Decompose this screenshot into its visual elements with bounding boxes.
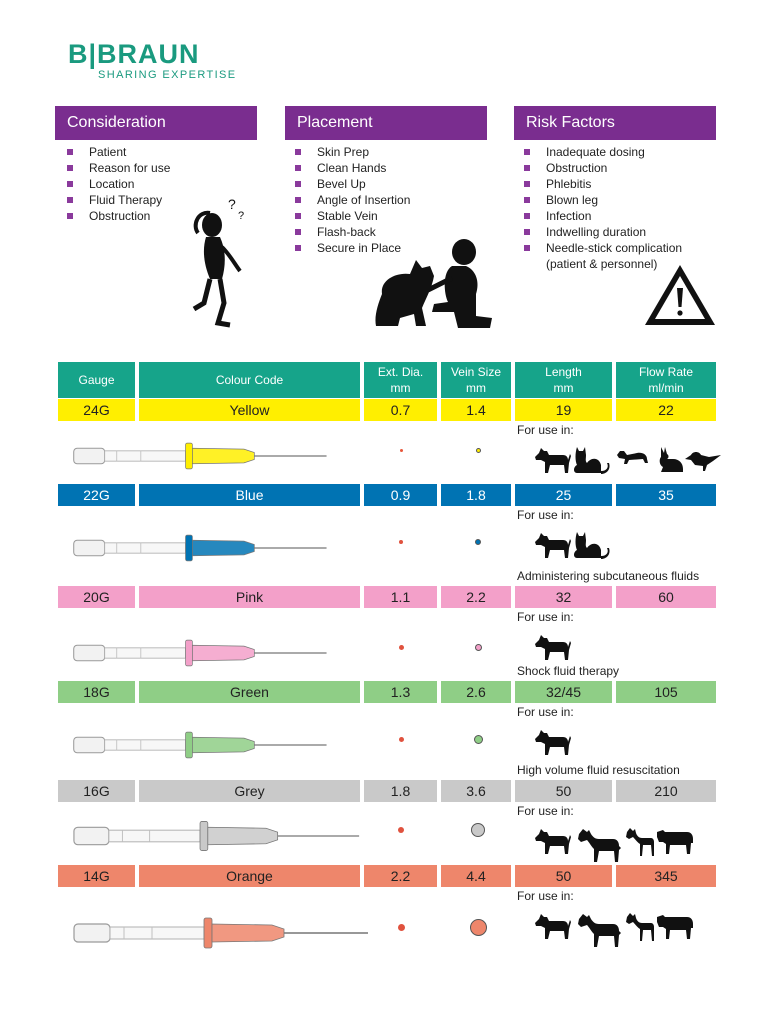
catheter-hub <box>212 924 284 942</box>
catheter-icon <box>72 530 330 566</box>
dog-icon <box>535 829 571 854</box>
list-item: Angle of Insertion <box>295 192 410 208</box>
list-item: Blown leg <box>524 192 682 208</box>
cat-icon <box>574 447 610 474</box>
header-ext-dia-line2: mm <box>390 381 411 395</box>
flow-rate-cell: 22 <box>616 399 716 421</box>
section-header-placement: Placement <box>285 106 487 140</box>
header-flow-rate <box>616 362 716 398</box>
gauge-cell: 16G <box>58 780 135 802</box>
header-vein-size <box>441 362 511 398</box>
catheter-image <box>72 727 330 768</box>
ext-dia-cell: 1.8 <box>364 780 437 802</box>
usage-note: High volume fluid resuscitation <box>517 763 680 777</box>
gauge-cell: 18G <box>58 681 135 703</box>
header-ext-dia-line1: Ext. Dia. <box>377 365 424 379</box>
ext-dia-marker <box>399 540 403 544</box>
list-item: Stable Vein <box>295 208 410 224</box>
vein-size-marker <box>470 919 487 936</box>
for-use-label: For use in: <box>517 804 574 818</box>
catheter-wing <box>186 640 193 666</box>
header-flow-rate-line1: Flow Rate <box>638 365 694 379</box>
header-colour-code: Colour Code <box>139 362 360 398</box>
vein-size-cell: 4.4 <box>441 865 511 887</box>
flow-rate-cell: 35 <box>616 484 716 506</box>
ext-dia-marker <box>399 645 404 650</box>
animal-icons <box>533 443 723 488</box>
ext-dia-cell: 1.3 <box>364 681 437 703</box>
list-item: Obstruction <box>524 160 682 176</box>
list-item: Obstruction <box>67 208 170 224</box>
colour-code-cell: Blue <box>139 484 360 506</box>
catheter-wing <box>200 821 208 850</box>
length-cell: 19 <box>515 399 612 421</box>
vein-size-cell: 2.2 <box>441 586 511 608</box>
catheter-wing <box>186 535 193 561</box>
foal-icon <box>626 913 654 941</box>
catheter-icon <box>72 438 330 474</box>
catheter-wing <box>186 732 193 758</box>
table-row <box>0 484 768 506</box>
ext-dia-cell: 2.2 <box>364 865 437 887</box>
catheter-image <box>72 635 330 676</box>
horse-icon <box>578 914 621 947</box>
list-item: Phlebitis <box>524 176 682 192</box>
flow-rate-cell: 345 <box>616 865 716 887</box>
length-cell: 50 <box>515 865 612 887</box>
catheter-icon <box>72 818 363 854</box>
list-item: Clean Hands <box>295 160 410 176</box>
length-cell: 32/45 <box>515 681 612 703</box>
catheter-cap <box>74 827 109 844</box>
vein-size-cell: 2.6 <box>441 681 511 703</box>
foal-icon <box>626 828 654 856</box>
catheter-hub <box>208 827 278 844</box>
rabbit-icon <box>660 447 683 472</box>
ext-dia-marker <box>398 827 404 833</box>
thinking-figure-icon <box>188 195 250 330</box>
brand-logo <box>68 40 237 81</box>
vein-size-cell: 1.4 <box>441 399 511 421</box>
vein-size-marker <box>476 448 481 453</box>
catheter-icon <box>72 915 372 951</box>
list-item: Skin Prep <box>295 144 410 160</box>
gauge-cell: 20G <box>58 586 135 608</box>
consideration-list <box>67 144 170 224</box>
brand-name: B|BRAUN <box>68 39 200 69</box>
catheter-icon <box>72 635 330 671</box>
gauge-cell: 14G <box>58 865 135 887</box>
catheter-cap <box>74 645 105 660</box>
list-item: Patient <box>67 144 170 160</box>
ext-dia-cell: 0.9 <box>364 484 437 506</box>
cow-icon <box>657 915 693 939</box>
for-use-label: For use in: <box>517 610 574 624</box>
catheter-cap <box>74 540 105 555</box>
header-length-line1: Length <box>545 365 582 379</box>
warning-triangle-icon <box>642 262 718 328</box>
colour-code-cell: Yellow <box>139 399 360 421</box>
header-vein-size-line2: mm <box>466 381 486 395</box>
animal-icons <box>533 725 723 770</box>
list-item: Secure in Place <box>295 240 410 256</box>
list-item: Needle-stick complication <box>524 240 682 256</box>
catheter-wing <box>186 443 193 469</box>
flow-rate-cell: 210 <box>616 780 716 802</box>
child-with-dog-icon <box>372 238 498 330</box>
for-use-label: For use in: <box>517 889 574 903</box>
catheter-wing <box>204 918 212 948</box>
ext-dia-cell: 1.1 <box>364 586 437 608</box>
dog-icon <box>535 533 571 558</box>
catheter-hub <box>192 540 254 555</box>
table-row <box>0 780 768 802</box>
brand-tagline: SHARING EXPERTISE <box>98 69 237 81</box>
vein-size-marker <box>475 644 482 651</box>
risk-factors-list <box>524 144 682 272</box>
cat-icon <box>574 532 610 559</box>
horse-icon <box>578 829 621 862</box>
bird-icon <box>685 452 721 471</box>
flow-rate-cell: 105 <box>616 681 716 703</box>
header-flow-rate-line2: ml/min <box>648 381 684 395</box>
catheter-image <box>72 438 330 479</box>
header-ext-dia <box>364 362 437 398</box>
list-item: Fluid Therapy <box>67 192 170 208</box>
cow-icon <box>657 830 693 854</box>
animal-icons <box>533 909 723 954</box>
vein-size-marker <box>474 735 483 744</box>
catheter-image <box>72 915 372 956</box>
catheter-cap <box>74 737 105 752</box>
vein-size-marker <box>471 823 485 837</box>
header-length <box>515 362 612 398</box>
catheter-hub <box>192 645 254 660</box>
catheter-hub <box>192 448 254 463</box>
vein-size-cell: 3.6 <box>441 780 511 802</box>
colour-code-cell: Orange <box>139 865 360 887</box>
svg-text:?: ? <box>228 196 236 212</box>
header-length-line2: mm <box>553 381 574 395</box>
dog-icon <box>535 635 571 660</box>
section-header-consideration: Consideration <box>55 106 257 140</box>
svg-text:?: ? <box>238 210 245 222</box>
usage-note: Shock fluid therapy <box>517 664 620 678</box>
table-row <box>0 399 768 421</box>
vein-size-cell: 1.8 <box>441 484 511 506</box>
usage-note: Administering subcutaneous fluids <box>517 569 700 583</box>
length-cell: 32 <box>515 586 612 608</box>
colour-code-cell: Grey <box>139 780 360 802</box>
ext-dia-marker <box>399 737 404 742</box>
length-cell: 25 <box>515 484 612 506</box>
table-row <box>0 586 768 608</box>
table-header-row <box>0 362 768 398</box>
table-row <box>0 681 768 703</box>
gauge-cell: 24G <box>58 399 135 421</box>
catheter-image <box>72 818 363 859</box>
catheter-image <box>72 530 330 571</box>
catheter-hub <box>192 737 254 752</box>
animal-icons <box>533 528 723 573</box>
list-item: Inadequate dosing <box>524 144 682 160</box>
list-item: Bevel Up <box>295 176 410 192</box>
animal-icons <box>533 630 723 675</box>
header-gauge: Gauge <box>58 362 135 398</box>
ext-dia-cell: 0.7 <box>364 399 437 421</box>
list-item: (patient & personnel) <box>546 257 658 271</box>
colour-code-cell: Pink <box>139 586 360 608</box>
flow-rate-cell: 60 <box>616 586 716 608</box>
table-row <box>0 865 768 887</box>
for-use-label: For use in: <box>517 705 574 719</box>
section-header-risk-factors: Risk Factors <box>514 106 716 140</box>
gauge-cell: 22G <box>58 484 135 506</box>
length-cell: 50 <box>515 780 612 802</box>
dog-icon <box>535 448 571 473</box>
list-item: Location <box>67 176 170 192</box>
list-item: Indwelling duration <box>524 224 682 240</box>
dog-icon <box>535 730 571 755</box>
for-use-label: For use in: <box>517 423 574 437</box>
catheter-cap <box>74 924 110 942</box>
for-use-label: For use in: <box>517 508 574 522</box>
catheter-icon <box>72 727 330 763</box>
header-vein-size-line1: Vein Size <box>450 365 502 379</box>
dog-icon <box>535 914 571 939</box>
list-item: Reason for use <box>67 160 170 176</box>
ext-dia-marker <box>400 449 403 452</box>
list-item: Infection <box>524 208 682 224</box>
catheter-cap <box>74 448 105 463</box>
animal-icons <box>533 824 723 869</box>
colour-code-cell: Green <box>139 681 360 703</box>
list-item: Flash-back <box>295 224 410 240</box>
ferret-icon <box>617 451 648 464</box>
vein-size-marker <box>475 539 481 545</box>
ext-dia-marker <box>398 924 405 931</box>
